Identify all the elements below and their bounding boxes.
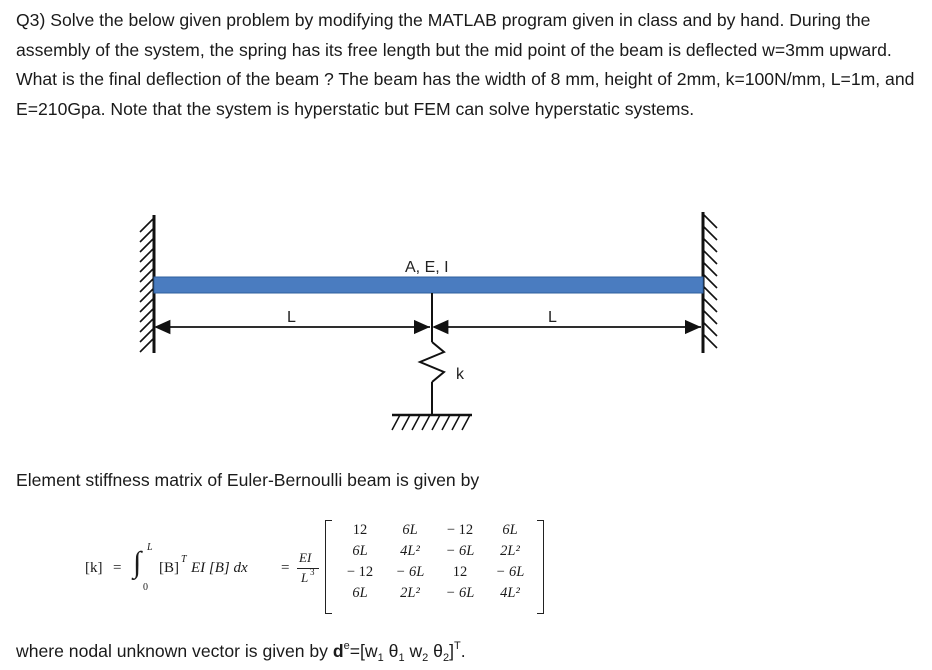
footer-transpose: T	[453, 640, 461, 652]
footer-sub1: 1	[377, 652, 384, 664]
matrix-cell: − 6L	[395, 564, 425, 580]
fraction-bar	[297, 568, 319, 569]
matrix-cell: 2L²	[400, 585, 420, 601]
spring	[420, 293, 444, 415]
footer-sub2: 1	[398, 652, 405, 664]
beam-property-label: A, E, I	[405, 259, 449, 276]
footer-end: .	[460, 641, 466, 661]
stiffness-equation	[85, 520, 565, 620]
equation-equals: =	[113, 560, 122, 576]
matrix-cell: 4L²	[500, 585, 520, 601]
integral-upper: L	[147, 542, 153, 553]
matrix-cell: − 6L	[445, 543, 475, 559]
integral-lower: 0	[143, 582, 148, 593]
footer-sub4: 2	[442, 652, 450, 664]
fraction-denominator-exp: 3	[310, 567, 315, 577]
footer-text	[16, 640, 466, 664]
matrix-left-bracket	[325, 520, 332, 614]
matrix-cell: 4L²	[400, 543, 420, 559]
equation-lhs: [k]	[85, 560, 103, 576]
matrix-cell: − 6L	[495, 564, 525, 580]
left-span-label: L	[287, 309, 296, 326]
beam	[154, 277, 703, 293]
footer-w2: w	[404, 641, 423, 661]
fraction-numerator: EI	[299, 550, 312, 565]
footer-vector: =[w	[349, 641, 378, 661]
integrand-transpose: T	[181, 554, 187, 565]
matrix-cell: 12	[452, 564, 468, 580]
footer-theta1: θ	[383, 641, 399, 661]
footer-prefix: where nodal unknown vector is given by	[16, 641, 333, 661]
footer-d: d	[332, 641, 344, 661]
integrand-rest: EI [B] dx	[191, 560, 248, 576]
matrix-cell: 2L²	[500, 543, 520, 559]
matrix-cell: 6L	[352, 543, 368, 559]
problem-text: Q3) Solve the below given problem by modifying the MATLAB program given in class and by hand. During the assembly of the system, the spring has its free length but the mid point of the beam is deflected w=3mm upward. What is the final deflection of the beam ? The beam has the width of 8 mm, height of 2mm, k=100N/mm, L=1m, and E=210Gpa. Note that the system is hyperstatic but FEM can solve hyperstatic systems.	[16, 10, 915, 119]
matrix-cell: − 12	[446, 522, 474, 538]
footer-sup: e	[343, 640, 350, 652]
footer-close: ]	[449, 641, 454, 661]
matrix-right-bracket	[537, 520, 544, 614]
matrix-cell: 6L	[402, 522, 418, 538]
footer-sub3: 2	[422, 652, 429, 664]
integral-sign: ∫	[133, 546, 142, 579]
matrix-cell: 6L	[352, 585, 368, 601]
matrix-cell: 12	[352, 522, 368, 538]
integrand-b: [B]	[159, 560, 179, 576]
spring-label: k	[456, 366, 464, 383]
equation-equals-2: =	[281, 560, 290, 576]
ground-support	[392, 415, 472, 430]
right-fixed-support	[703, 212, 717, 353]
left-fixed-support	[140, 215, 154, 353]
problem-statement	[16, 6, 916, 124]
matrix-cell: − 12	[346, 564, 374, 580]
footer-theta2: θ	[428, 641, 443, 661]
matrix-cell: − 6L	[445, 585, 475, 601]
stiffness-caption: Element stiffness matrix of Euler-Bernoulli beam is given by	[16, 470, 480, 490]
right-span-label: L	[548, 309, 557, 326]
beam-diagram	[0, 200, 932, 450]
matrix-cell: 6L	[502, 522, 518, 538]
fraction-denominator: L	[301, 570, 309, 585]
